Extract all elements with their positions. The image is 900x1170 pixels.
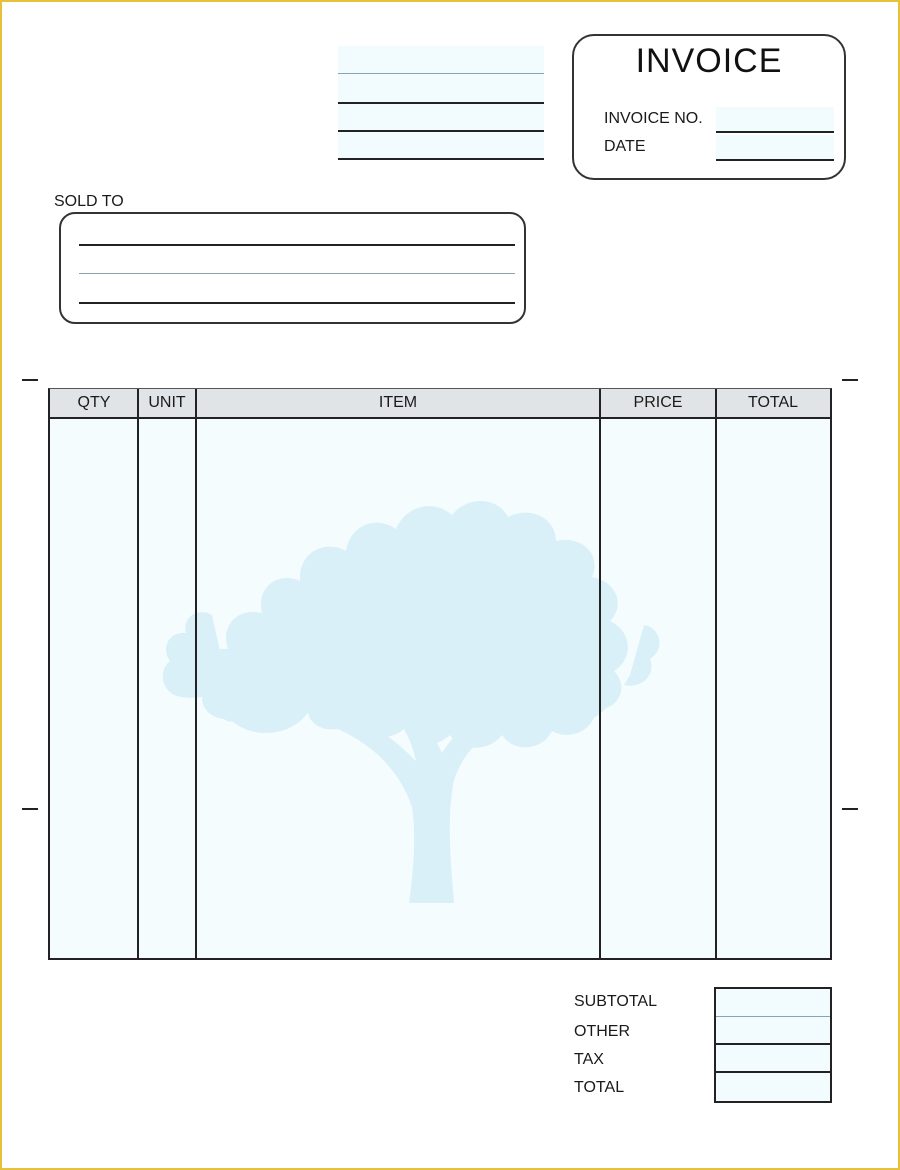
tree-watermark-icon	[154, 435, 684, 903]
other-label: OTHER	[574, 1023, 630, 1040]
column-divider	[195, 389, 197, 958]
table-header	[50, 389, 830, 419]
address-line-3[interactable]	[338, 104, 544, 132]
fold-mark-top-right	[842, 379, 858, 381]
column-divider	[715, 389, 717, 958]
company-address-block	[338, 46, 544, 160]
column-divider	[137, 389, 139, 958]
fold-mark-middle-right	[842, 808, 858, 810]
other-field[interactable]	[716, 1017, 830, 1045]
sold-to-line-3[interactable]	[79, 302, 515, 304]
column-header-price: PRICE	[633, 394, 683, 411]
sold-to-label: SOLD TO	[54, 193, 124, 210]
date-label: DATE	[604, 138, 646, 155]
invoice-no-field[interactable]	[716, 107, 834, 133]
column-divider	[599, 389, 601, 958]
total-field[interactable]	[716, 1073, 830, 1101]
invoice-title: INVOICE	[635, 42, 783, 80]
subtotal-label: SUBTOTAL	[574, 993, 657, 1010]
tax-label: TAX	[574, 1051, 604, 1068]
address-line-1[interactable]	[338, 46, 544, 74]
subtotal-field[interactable]	[716, 989, 830, 1017]
sold-to-line-2[interactable]	[79, 273, 515, 274]
fold-mark-middle-left	[22, 808, 38, 810]
tax-field[interactable]	[716, 1045, 830, 1073]
address-line-2[interactable]	[338, 74, 544, 104]
column-header-total: TOTAL	[747, 394, 799, 411]
column-header-unit: UNIT	[148, 394, 186, 411]
column-header-item: ITEM	[378, 394, 418, 411]
total-label: TOTAL	[574, 1079, 625, 1096]
address-line-4[interactable]	[338, 132, 544, 160]
invoice-no-label: INVOICE NO.	[604, 110, 703, 127]
sold-to-box	[59, 212, 526, 324]
column-header-qty: QTY	[77, 394, 111, 411]
fold-mark-top-left	[22, 379, 38, 381]
sold-to-line-1[interactable]	[79, 244, 515, 246]
date-field[interactable]	[716, 135, 834, 161]
invoice-header-box	[572, 34, 846, 180]
items-table	[48, 388, 832, 960]
totals-box	[714, 987, 832, 1103]
